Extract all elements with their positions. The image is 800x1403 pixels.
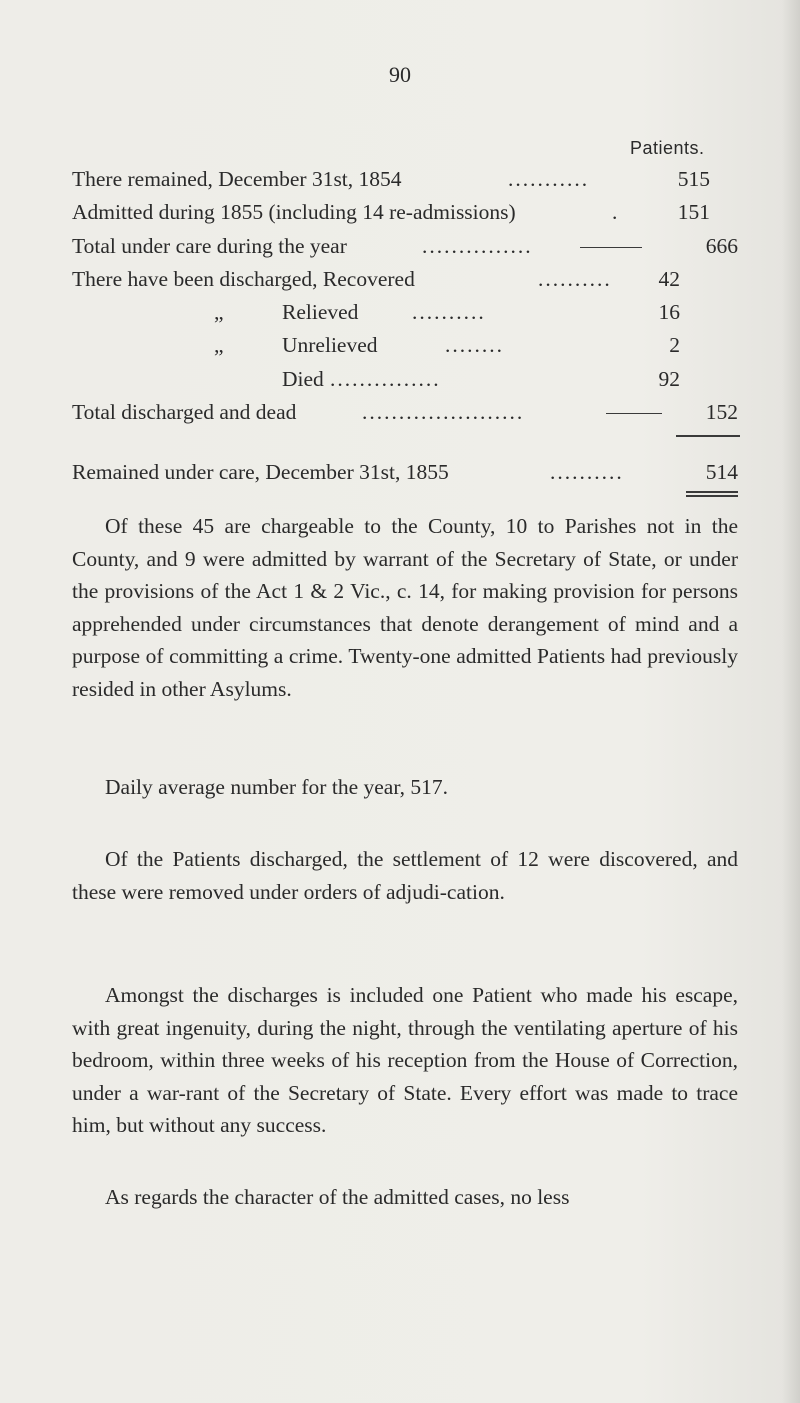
- paragraph-escape: Amongst the discharges is included one Patient who made his escape, with great ingenuity, during the night, through the ventilating aperture of his bedroom, within three weeks of his reception from the House of Correction, under a war-rant of the Secretary of State. Every effort was made to trace him, but without any success.: [72, 983, 738, 1137]
- leader-dots: ...............: [422, 234, 533, 258]
- row-remained-1854: [72, 165, 402, 193]
- paragraph-daily-average: Daily average number for the year, 517.: [105, 775, 448, 799]
- row-label: Admitted during 1855 (including 14 re-admissions): [72, 200, 516, 224]
- leader-dots: ........: [445, 333, 504, 357]
- row-label: Died: [282, 367, 324, 391]
- column-header-patients: Patients.: [630, 138, 705, 158]
- paragraph-settlement: Of the Patients discharged, the settlement of 12 were discovered, and these were removed under orders of adjudi-cation.: [72, 847, 738, 904]
- leader-dots: ......................: [362, 400, 525, 424]
- row-total-under-care: [72, 232, 347, 260]
- row-value: 92: [658, 367, 680, 391]
- row-died: [282, 365, 324, 393]
- leader-dots: ...........: [508, 167, 590, 191]
- leader-dots: ..........: [538, 267, 612, 291]
- leader-dots: ..........: [550, 460, 624, 484]
- ditto-mark: „: [214, 300, 224, 324]
- ditto-mark: „: [214, 333, 224, 357]
- row-label: Remained under care, December 31st, 1855: [72, 460, 449, 484]
- row-label: Total under care during the year: [72, 234, 347, 258]
- sum-rule: [676, 435, 740, 437]
- double-rule-top: [686, 491, 738, 493]
- row-value: 151: [677, 200, 710, 224]
- page-number: 90: [389, 62, 411, 87]
- row-value: 514: [705, 460, 738, 484]
- row-value: 42: [658, 267, 680, 291]
- row-label: Total discharged and dead: [72, 400, 297, 424]
- paragraph-character: As regards the character of the admitted cases, no less: [105, 1185, 570, 1209]
- row-relieved: [214, 298, 359, 326]
- leader-dots: ...............: [330, 367, 441, 391]
- total-dash: [606, 413, 662, 414]
- row-value: 2: [669, 333, 680, 357]
- page-edge-shadow: [782, 0, 800, 1403]
- row-unrelieved: [214, 331, 378, 359]
- row-admitted-1855: [72, 198, 516, 226]
- leader-dots: .: [612, 200, 620, 224]
- double-rule-bottom: [686, 495, 738, 497]
- row-value: 666: [705, 234, 738, 258]
- total-dash: [580, 247, 642, 248]
- row-label: There have been discharged, Recovered: [72, 267, 415, 291]
- row-discharged-recovered: [72, 265, 415, 293]
- row-value: 515: [677, 167, 710, 191]
- row-label: There remained, December 31st, 1854: [72, 167, 402, 191]
- row-total-discharged: [72, 398, 296, 426]
- row-remained-1855: [72, 458, 449, 486]
- row-label: Relieved: [282, 300, 359, 324]
- paragraph-chargeable: Of these 45 are chargeable to the County, 10 to Parishes not in the County, and 9 were admitted by warrant of the Secretary of State, or under the provisions of the Act 1 & 2 Vic., c. 14, for making provision for persons apprehended under circumstances that denote derangement of mind and a purpose of committing a crime. Twenty-one admitted Patients had previously resided in other Asylums.: [72, 514, 738, 701]
- leader-dots: ..........: [412, 300, 486, 324]
- row-label: Unrelieved: [282, 333, 378, 357]
- row-value: 152: [705, 400, 738, 424]
- row-value: 16: [658, 300, 680, 324]
